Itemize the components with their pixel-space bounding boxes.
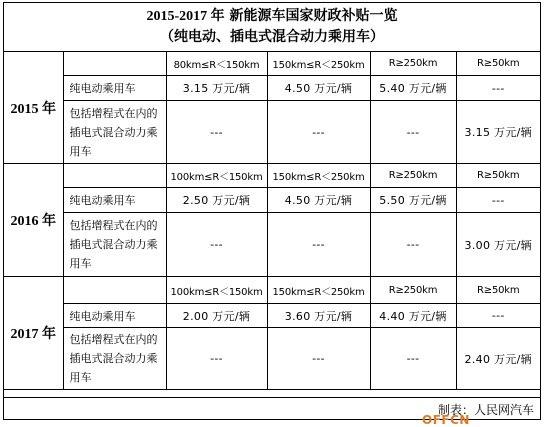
title-line-2: （纯电动、插电式混合动力乘用车）	[160, 29, 384, 45]
range-header: R≥50km	[456, 277, 540, 304]
value-cell: ---	[166, 213, 267, 277]
value-cell: ---	[456, 188, 540, 213]
table-row	[4, 164, 540, 188]
value-cell: 5.40 万元/辆	[370, 76, 456, 101]
range-header: 80km≤R＜150km	[166, 52, 267, 76]
range-header: 100km≤R＜150km	[166, 277, 267, 304]
category-phev: 包括增程式在内的插电式混合动力乘用车	[63, 213, 166, 277]
value-cell: ---	[166, 101, 267, 164]
value-cell: 4.50 万元/辆	[267, 188, 370, 213]
title-text: 新能源车国家财政补贴一览	[229, 8, 398, 24]
range-header: R≥250km	[370, 52, 456, 76]
value-cell: ---	[267, 101, 370, 164]
value-cell: ---	[370, 213, 456, 277]
range-header: 150km≤R＜250km	[267, 52, 370, 76]
value-cell: ---	[166, 328, 267, 390]
value-cell: 2.50 万元/辆	[166, 188, 267, 213]
table-row	[4, 304, 540, 328]
value-cell: 5.50 万元/辆	[370, 188, 456, 213]
value-cell: ---	[456, 76, 540, 101]
value-cell: 3.15 万元/辆	[166, 76, 267, 101]
title-line-1	[4, 6, 540, 27]
table-row	[4, 213, 540, 277]
subsidy-table	[4, 51, 540, 390]
value-cell: 4.50 万元/辆	[267, 76, 370, 101]
table-row	[4, 188, 540, 213]
title-years: 2015-2017 年	[146, 9, 225, 24]
table-row	[4, 76, 540, 101]
range-header: 100km≤R＜150km	[166, 164, 267, 188]
empty-cell	[63, 164, 166, 188]
table-title	[4, 3, 540, 51]
value-cell: ---	[267, 328, 370, 390]
year-cell-2017: 2017 年	[4, 277, 63, 390]
year-cell-2016: 2016 年	[4, 164, 63, 277]
table-row	[4, 277, 540, 304]
value-cell: ---	[370, 328, 456, 390]
range-header: R≥50km	[456, 164, 540, 188]
range-header: R≥50km	[456, 52, 540, 76]
category-bev: 纯电动乘用车	[63, 304, 166, 328]
range-header: R≥250km	[370, 164, 456, 188]
empty-cell	[63, 277, 166, 304]
category-bev: 纯电动乘用车	[63, 76, 166, 101]
watermark-logo: OFFCN	[422, 413, 470, 427]
value-cell: ---	[267, 213, 370, 277]
table-row	[4, 52, 540, 76]
range-header: 150km≤R＜250km	[267, 164, 370, 188]
value-cell: 2.40 万元/辆	[456, 328, 540, 390]
value-cell: 3.60 万元/辆	[267, 304, 370, 328]
subsidy-table-frame	[3, 2, 541, 420]
category-phev: 包括增程式在内的插电式混合动力乘用车	[63, 328, 166, 390]
table-row	[4, 101, 540, 164]
category-bev: 纯电动乘用车	[63, 188, 166, 213]
category-phev: 包括增程式在内的插电式混合动力乘用车	[63, 101, 166, 164]
footer-credit: 制表：人民网汽车	[437, 403, 534, 417]
value-cell: ---	[456, 304, 540, 328]
range-header: 150km≤R＜250km	[267, 277, 370, 304]
value-cell: ---	[370, 101, 456, 164]
table-row	[4, 328, 540, 390]
range-header: R≥250km	[370, 277, 456, 304]
year-cell-2015: 2015 年	[4, 52, 63, 164]
value-cell: 2.00 万元/辆	[166, 304, 267, 328]
value-cell: 4.40 万元/辆	[370, 304, 456, 328]
value-cell: 3.00 万元/辆	[456, 213, 540, 277]
value-cell: 3.15 万元/辆	[456, 101, 540, 164]
empty-cell	[63, 52, 166, 76]
